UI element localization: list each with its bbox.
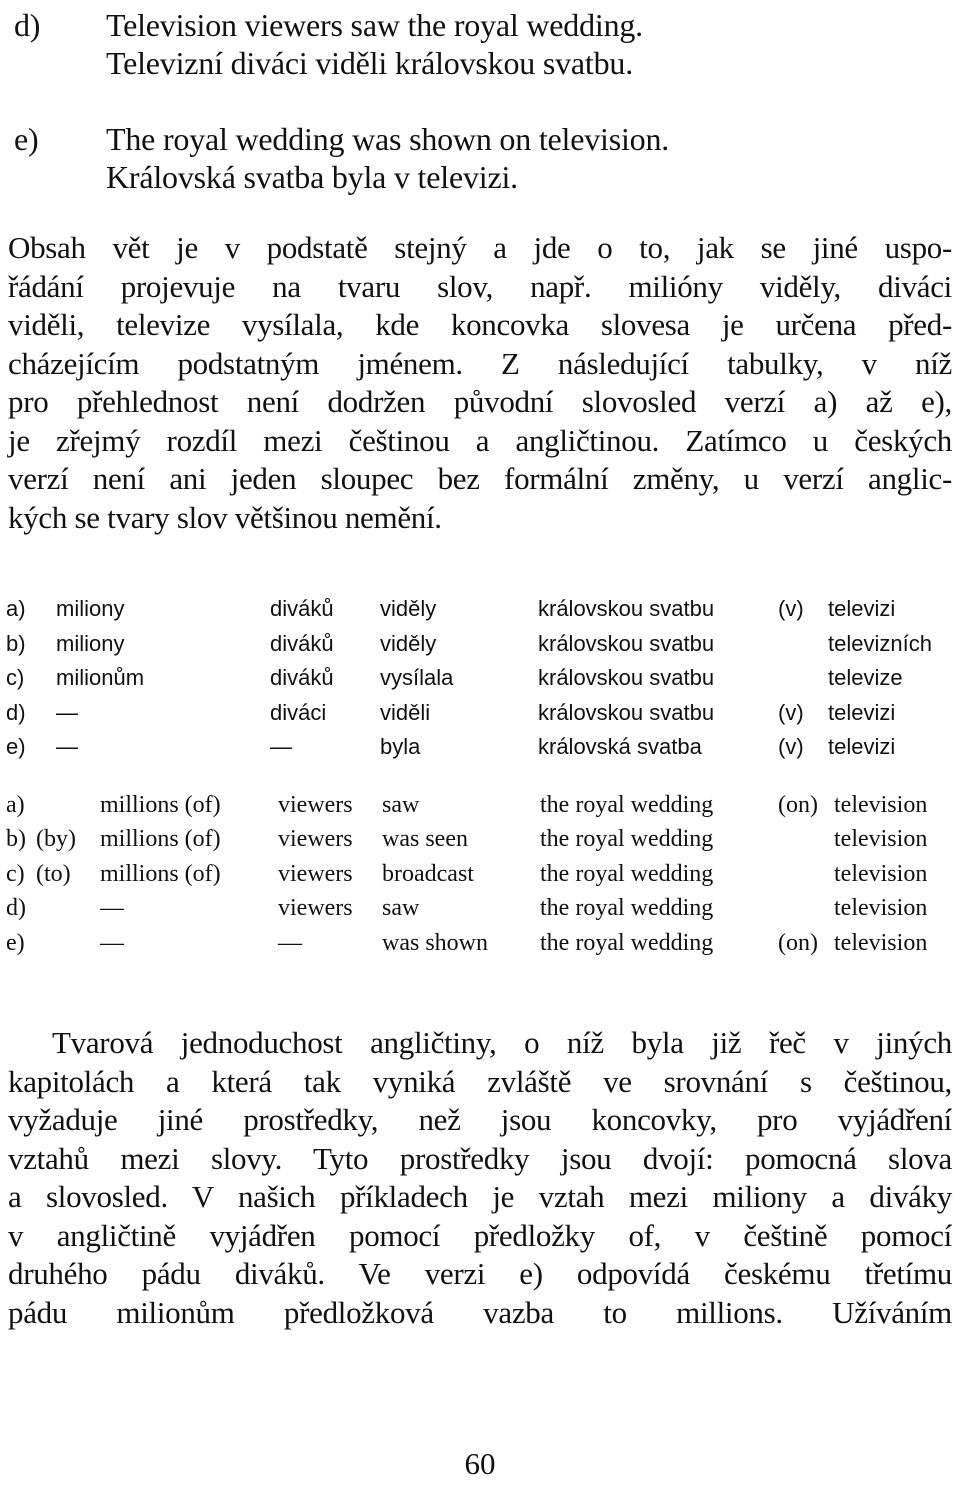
paragraph-line: vztahů mezi slovy. Tyto prostředky jsou dvojí: pomocná slova: [8, 1140, 952, 1176]
table-cell: královskou svatbu: [538, 699, 715, 725]
example-label: d): [14, 7, 41, 43]
table-cell: television: [834, 826, 928, 853]
table-cell: miliony: [56, 630, 125, 656]
table-cell: —: [278, 929, 302, 956]
table-cell: a): [6, 596, 26, 622]
table-cell: miliony: [56, 596, 125, 622]
table-cell: viděli: [380, 699, 431, 725]
table-cell: c): [6, 860, 25, 887]
table-cell: (on): [778, 929, 818, 956]
table-cell: television: [834, 929, 928, 956]
table-cell: královskou svatbu: [538, 630, 715, 656]
table-cell: televizních: [828, 630, 932, 656]
table-row: [6, 661, 958, 696]
table-cell: vysílala: [380, 665, 454, 691]
table-cell: e): [6, 929, 25, 956]
page-number: 60: [464, 1446, 496, 1481]
table-cell: milionům: [56, 665, 145, 691]
table-cell: b): [6, 826, 26, 853]
table-row: [6, 823, 958, 858]
paragraph-line: viděli, televize vysílala, kde koncovka slovesa je určena před-: [8, 307, 952, 342]
table-row: [6, 627, 958, 662]
table-row: [6, 696, 958, 731]
paragraph-line: druhého pádu diváků. Ve verzi e) odpovídá českému třetímu: [8, 1256, 952, 1291]
table-cell: viewers: [278, 791, 353, 818]
table-cell: diváků: [270, 665, 334, 691]
table-cell: —: [100, 929, 124, 956]
table-cell: královskou svatbu: [538, 596, 715, 622]
table-cell: viděly: [380, 630, 437, 656]
table-cell: millions (of): [100, 791, 221, 818]
table-cell: broadcast: [382, 860, 474, 887]
paragraph-line: v angličtině vyjádřen pomocí předložky of, v češtině pomocí: [8, 1217, 952, 1253]
example-e: [14, 120, 669, 196]
table-cell: televizi: [828, 734, 896, 760]
paragraph-explanation: [8, 1024, 952, 1332]
table-cell: saw: [382, 791, 420, 818]
table-cell: viděly: [380, 596, 437, 622]
czech-comparison-table: [6, 592, 958, 765]
table-cell: královská svatba: [538, 734, 702, 760]
table-row: [6, 730, 958, 765]
table-cell: (v): [778, 596, 804, 622]
table-cell: televize: [828, 665, 903, 691]
paragraph-line: Tvarová jednoduchost angličtiny, o níž byla již řeč v jiných: [52, 1025, 952, 1060]
table-cell: [778, 857, 834, 892]
table-cell: —: [56, 699, 78, 725]
paragraph-line: řádání projevuje na tvaru slov, např. milióny viděly, diváci: [8, 268, 952, 304]
example-d: [14, 6, 643, 82]
table-cell: byla: [380, 734, 421, 760]
table-cell: a): [6, 791, 25, 818]
table-cell: was seen: [382, 826, 468, 853]
paragraph-line: pádu milionům předložková vazba to millions. Užíváním: [8, 1294, 952, 1330]
table-cell: [36, 892, 100, 927]
example-english: Television viewers saw the royal wedding.: [106, 7, 643, 43]
table-cell: diváků: [270, 596, 334, 622]
paragraph-line: kapitolách a která tak vyniká zvláště ve srovnání s češtinou,: [8, 1063, 952, 1099]
paragraph-line: verzí není ani jeden sloupec bez formální změny, u verzí anglic-: [8, 461, 952, 496]
table-cell: viewers: [278, 895, 353, 922]
table-row: [6, 926, 958, 961]
table-cell: (on): [778, 791, 818, 818]
table-cell: (v): [778, 699, 804, 725]
table-cell: televizi: [828, 699, 896, 725]
table-cell: c): [6, 665, 25, 691]
table-cell: the royal wedding: [540, 791, 714, 818]
table-cell: [778, 661, 828, 696]
table-row: [6, 857, 958, 892]
table-cell: (by): [36, 826, 76, 853]
table-cell: (v): [778, 734, 804, 760]
table-cell: was shown: [382, 929, 488, 956]
paragraph-line: a slovosled. V našich příkladech je vztah mezi miliony a diváky: [8, 1179, 952, 1214]
paragraph-line: vyžaduje jiné prostředky, než jsou koncovky, pro vyjádření: [8, 1102, 952, 1137]
table-cell: [36, 926, 100, 961]
table-cell: [778, 823, 834, 858]
table-cell: viewers: [278, 860, 353, 887]
table-cell: diváků: [270, 630, 334, 656]
paragraph-line: kých se tvary slov většinou nemění.: [8, 499, 442, 535]
table-row: [6, 592, 958, 627]
table-cell: television: [834, 895, 928, 922]
english-comparison-table: [6, 788, 958, 961]
table-cell: saw: [382, 895, 420, 922]
paragraph-line: Obsah vět je v podstatě stejný a jde o to, jak se jiné uspo-: [8, 230, 952, 265]
table-cell: [36, 788, 100, 823]
example-czech: Televizní diváci viděli královskou svatbu.: [106, 45, 634, 81]
example-label: e): [14, 121, 39, 157]
paragraph-intro: [8, 229, 952, 537]
table-cell: television: [834, 860, 928, 887]
example-english: The royal wedding was shown on television.: [106, 121, 670, 157]
table-cell: millions (of): [100, 826, 221, 853]
table-cell: —: [100, 895, 124, 922]
table-cell: the royal wedding: [540, 895, 714, 922]
table-cell: the royal wedding: [540, 929, 714, 956]
table-cell: [778, 892, 834, 927]
table-cell: d): [6, 699, 26, 725]
table-cell: (to): [36, 860, 71, 887]
table-cell: the royal wedding: [540, 826, 714, 853]
paragraph-line: je zřejmý rozdíl mezi češtinou a angličtinou. Zatímco u českých: [8, 422, 952, 458]
table-cell: královskou svatbu: [538, 665, 715, 691]
table-cell: television: [834, 791, 928, 818]
table-row: [6, 788, 958, 823]
table-cell: diváci: [270, 699, 327, 725]
table-cell: viewers: [278, 826, 353, 853]
table-cell: millions (of): [100, 860, 221, 887]
table-cell: —: [270, 734, 292, 760]
paragraph-line: pro přehlednost není dodržen původní slovosled verzí a) až e),: [8, 384, 952, 419]
table-cell: [778, 627, 828, 662]
paragraph-line: cházejícím podstatným jménem. Z následující tabulky, v níž: [8, 345, 952, 381]
table-cell: e): [6, 734, 26, 760]
table-cell: televizi: [828, 596, 896, 622]
table-cell: —: [56, 734, 78, 760]
table-cell: d): [6, 895, 26, 922]
table-row: [6, 892, 958, 927]
table-cell: the royal wedding: [540, 860, 714, 887]
table-cell: b): [6, 630, 26, 656]
example-czech: Královská svatba byla v televizi.: [106, 159, 518, 195]
